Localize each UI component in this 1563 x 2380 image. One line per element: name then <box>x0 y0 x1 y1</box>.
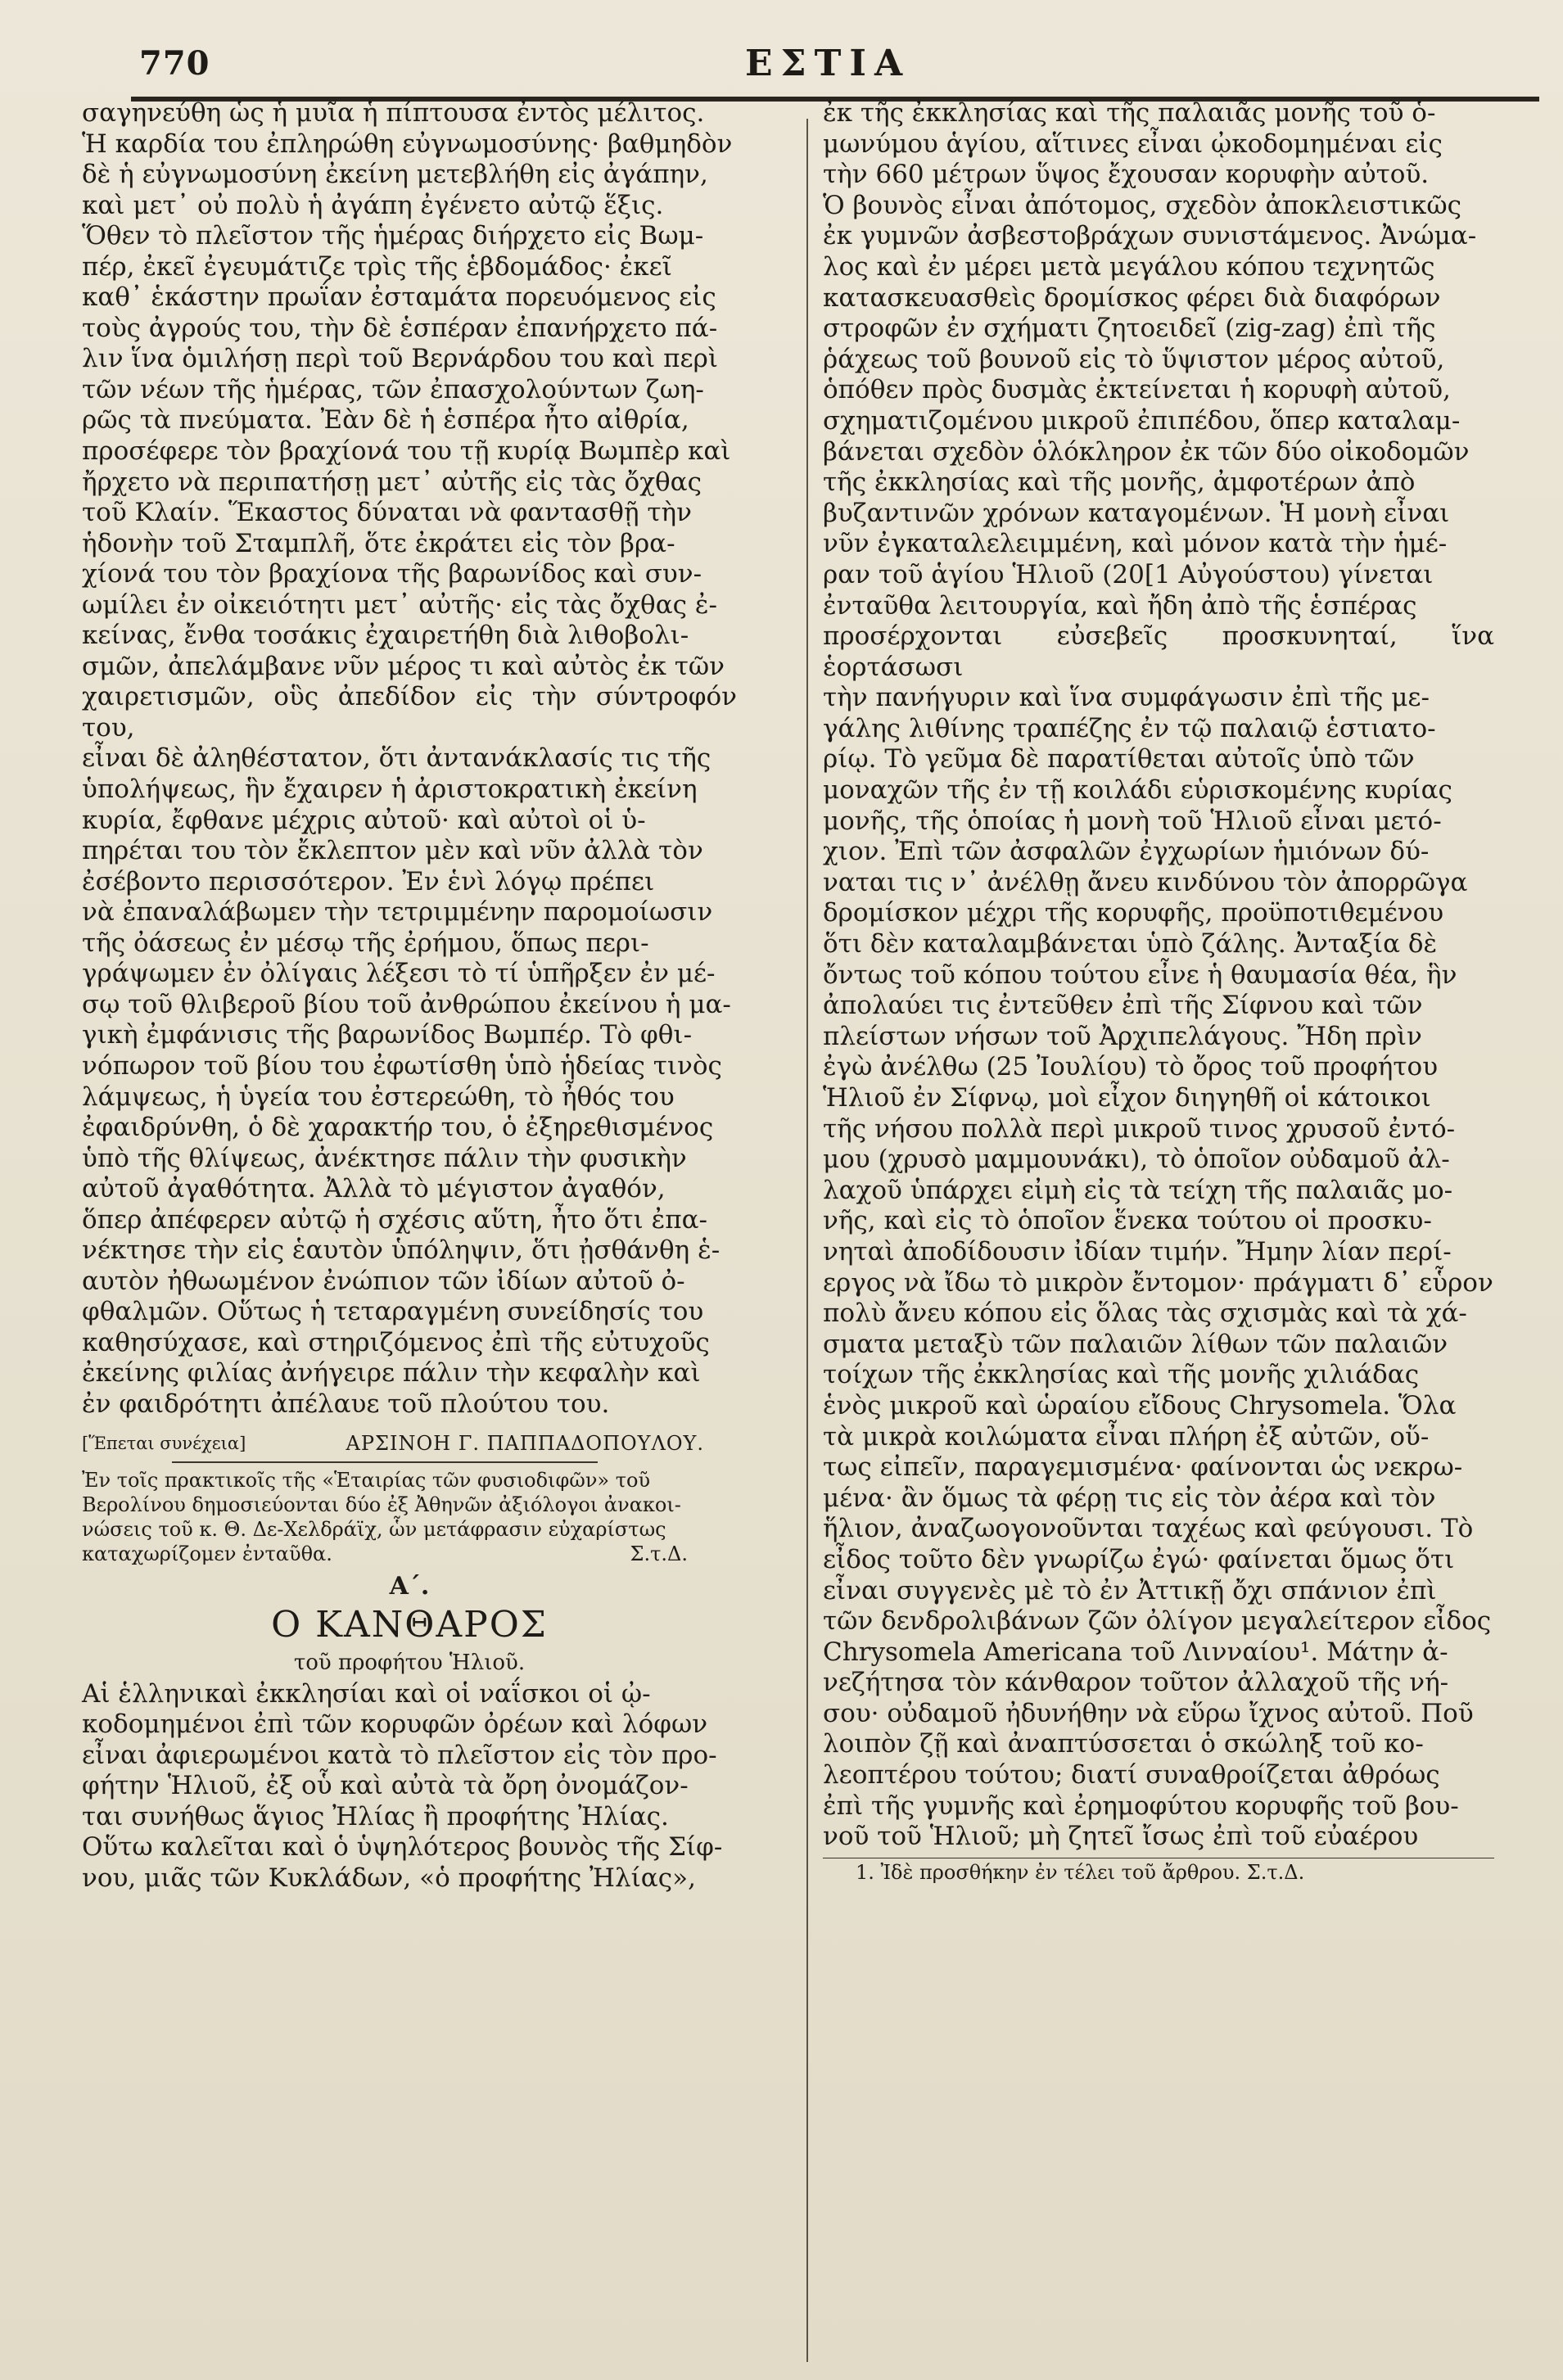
text-line: δὲ ἡ εὐγνωμοσύνη ἐκείνη μετεβλήθη εἰς ἀγάπην, <box>82 160 708 190</box>
text-line: κοδομημένοι ἐπὶ τῶν κορυφῶν ὀρέων καὶ λόφων <box>82 1709 708 1740</box>
text-line: σῳ τοῦ θλιβεροῦ βίου τοῦ ἀνθρώπου ἐκείνου ἡ μα- <box>82 989 731 1019</box>
text-line: ραν τοῦ ἁγίου Ἡλιοῦ (20[1 Αὐγούστου) γίνεται <box>823 559 1434 589</box>
text-line: αυτὸν ἠθωωμένον ἐνώπιον τῶν ἰδίων αὐτοῦ ὀ- <box>82 1266 685 1296</box>
editor-note <box>82 1468 737 1566</box>
text-line: προσέφερε τὸν βραχίονά του τῇ κυρίᾳ Βωμπὲρ καὶ <box>82 436 731 467</box>
text-line: Αἱ ἑλληνικαὶ ἐκκλησίαι καὶ οἱ ναΐσκοι οἱ ᾠ- <box>82 1678 651 1709</box>
text-line: φήτην Ἡλιοῦ, ἐξ οὗ καὶ αὐτὰ τὰ ὄρη ὀνομάζον- <box>82 1771 689 1801</box>
text-line: κυρία, ἔφθανε μέχρις αὐτοῦ· καὶ αὐτοὶ οἱ ὑ- <box>82 805 646 835</box>
text-line: Ὅθεν τὸ πλεῖστον τῆς ἡμέρας διήρχετο εἰς Βωμ- <box>82 221 704 251</box>
text-line: λαχοῦ ὑπάρχει εἰμὴ εἰς τὰ τείχη τῆς παλαιᾶς μο- <box>823 1175 1453 1205</box>
text-line: νὰ ἐπαναλάβωμεν τὴν τετριμμένην παρομοίωσιν <box>82 897 713 928</box>
text-line: γράψωμεν ἐν ὀλίγαις λέξεσι τὸ τί ὑπῆρξεν ἐν μέ- <box>82 959 716 989</box>
page-number: 770 <box>139 44 210 83</box>
text-line: Ὁ βουνὸς εἶναι ἀπότομος, σχεδὸν ἀποκλειστικῶς <box>823 190 1462 220</box>
text-line: εἶναι ἀφιερωμένοι κατὰ τὸ πλεῖστον εἰς τὸν προ- <box>82 1740 717 1770</box>
text-line: τὴν 660 μέτρων ὕψος ἔχουσαν κορυφὴν αὐτοῦ. <box>823 160 1430 190</box>
text-line: τῆς ὀάσεως ἐν μέσῳ τῆς ἐρήμου, ὅπως περι- <box>82 928 649 958</box>
text-line: ὑπολήψεως, ἣν ἔχαιρεν ἡ ἀριστοκρατικὴ ἐκείνη <box>82 775 698 805</box>
text-line: χίονά του τὸν βραχίονα τῆς βαρωνίδος καὶ συν- <box>82 559 702 589</box>
text-line: μοναχῶν τῆς ἐν τῇ κοιλάδι εὑρισκομένης κυρίας <box>823 775 1452 806</box>
note-line: Ἐν τοῖς πρακτικοῖς τῆς «Ἑταιρίας τῶν φυσιοδιφῶν» τοῦ <box>82 1468 651 1492</box>
text-line: λος καὶ ἐν μέρει μετὰ μεγάλου κόπου τεχνητῶς <box>823 251 1435 282</box>
text-line: σχηματιζομένου μικροῦ ἐπιπέδου, ὅπερ καταλαμ- <box>823 405 1461 436</box>
page-header <box>139 39 1531 97</box>
text-line: τοίχων τῆς ἐκκλησίας καὶ τῆς μονῆς χιλιάδας <box>823 1360 1420 1390</box>
text-line: καθησύχασε, καὶ στηριζόμενος ἐπὶ τῆς εὐτυχοῦς <box>82 1327 710 1357</box>
story-signature-row <box>82 1429 737 1458</box>
note-line: καταχωρίζομεν ἐνταῦθα. <box>82 1542 332 1565</box>
text-line: ἐκείνης φιλίας ἀνήγειρε πάλιν τὴν κεφαλὴν καὶ <box>82 1358 701 1389</box>
text-line: τῆς νήσου πολλὰ περὶ μικροῦ τινος χρυσοῦ ἐντό- <box>823 1113 1456 1144</box>
text-line: πέρ, ἐκεῖ ἐγευμάτιζε τρὶς τῆς ἑβδομάδος· ἐκεῖ <box>82 251 672 282</box>
text-line: ἐκ τῆς ἐκκλησίας καὶ τῆς παλαιᾶς μονῆς τοῦ ὁ- <box>823 98 1436 128</box>
text-line: ὑπὸ τῆς θλίψεως, ἀνέκτησε πάλιν τὴν φυσικὴν <box>82 1143 687 1173</box>
text-line: φθαλμῶν. Οὕτως ἡ τεταραγμένη συνείδησίς του <box>82 1297 704 1327</box>
text-line: σου· οὐδαμοῦ ἠδυνήθην νὰ εὕρω ἴχνος αὐτοῦ. Ποῦ <box>823 1698 1474 1728</box>
text-line: νῦν ἐγκαταλελειμμένη, καὶ μόνον κατὰ τὴν ἡμέ- <box>823 529 1448 559</box>
text-line: νοῦ τοῦ Ἡλιοῦ; μὴ ζητεῖ ἴσως ἐπὶ τοῦ εὐαέρου <box>823 1822 1419 1852</box>
text-line: τως εἰπεῖν, παραγεμισμένα· φαίνονται ὡς νεκρω- <box>823 1452 1463 1483</box>
text-line: Ἡ καρδία του ἐπληρώθη εὐγνωμοσύνης· βαθμηδὸν <box>82 129 733 159</box>
text-line: ἐφαιδρύνθη, ὁ δὲ χαρακτήρ του, ὁ ἐξηρεθισμένος <box>82 1113 714 1143</box>
text-line: Οὕτω καλεῖται καὶ ὁ ὑψηλότερος βουνὸς τῆς Σίφ- <box>82 1832 723 1863</box>
article-title: Ο ΚΑΝΘΑΡΟΣ <box>271 1603 548 1646</box>
article-text-continued <box>823 98 1494 1853</box>
text-line: πλείστων νήσων τοῦ Ἀρχιπελάγους. Ἤδη πρὶν <box>823 1021 1422 1051</box>
text-line: ἑνὸς μικροῦ καὶ ὡραίου εἴδους Chrysomela. Ὅλα <box>823 1390 1457 1420</box>
text-line: ὁπόθεν πρὸς δυσμὰς ἐκτείνεται ἡ κορυφὴ αὐτοῦ, <box>823 375 1451 405</box>
text-line: ἀπολαύει τις ἐντεῦθεν ἐπὶ τῆς Σίφνου καὶ τῶν <box>823 991 1423 1021</box>
text-line: τῶν δενδρολιβάνων ζῶν ὀλίγον μεγαλείτερον εἶδος <box>823 1606 1492 1637</box>
text-line: ωμίλει ἐν οἰκειότητι μετ᾽ αὐτῆς· εἰς τὰς ὄχθας ἐ- <box>82 589 717 620</box>
text-line: γικὴ ἐμφάνισις τῆς βαρωνίδος Βωμπέρ. Τὸ φθι- <box>82 1020 693 1050</box>
text-line: ρίῳ. Τὸ γεῦμα δὲ παρατίθεται αὐτοῖς ὑπὸ τῶν <box>823 744 1415 775</box>
text-line: κατασκευασθεὶς δρομίσκος φέρει διὰ διαφόρων <box>823 282 1441 313</box>
left-column <box>82 98 737 1894</box>
text-line: ἤρχετο νὰ περιπατήσῃ μετ᾽ αὐτῆς εἰς τὰς ὄχθας <box>82 467 702 497</box>
text-line: ρῶς τὰ πνεύματα. Ἐὰν δὲ ἡ ἑσπέρα ἦτο αἰθρία, <box>82 405 689 436</box>
separator-rule <box>172 1461 598 1463</box>
text-line: πολὺ ἄνευ κόπου εἰς ὅλας τὰς σχισμὰς καὶ τὰ χά- <box>823 1298 1467 1329</box>
text-line: μονῆς, τῆς ὁποίας ἡ μονὴ τοῦ Ἡλιοῦ εἶναι μετό- <box>823 806 1442 836</box>
footnote: 1. Ἰδὲ προσθήκην ἐν τέλει τοῦ ἄρθρου. Σ.τ.Δ. <box>856 1860 1305 1884</box>
text-line: ῥάχεως τοῦ βουνοῦ εἰς τὸ ὕψιστον μέρος αὐτοῦ, <box>823 344 1445 374</box>
text-line: τῆς ἐκκλησίας καὶ τῆς μονῆς, ἀμφοτέρων ἀπὸ <box>823 467 1416 498</box>
text-line: στροφῶν ἐν σχήματι ζητοειδεῖ (zig-zag) ἐπὶ τῆς <box>823 314 1436 344</box>
text-line: σαγηνεύθη ὡς ἡ μυῖα ἡ πίπτουσα ἐντὸς μέλιτος. <box>82 98 705 128</box>
text-line: ὅπερ ἀπέφερεν αὐτῷ ἡ σχέσις αὕτη, ἦτο ὅτι ἐπα- <box>82 1204 708 1235</box>
continuation-note: [Ἕπεται συνέχεια] <box>82 1433 246 1453</box>
text-line: προσέρχονται εὐσεβεῖς προσκυνηταί, ἵνα ἑορτάσωσι <box>823 621 1494 682</box>
text-line: ἐσέβοντο περισσότερον. Ἐν ἑνὶ λόγῳ πρέπει <box>82 866 655 896</box>
text-line: βυζαντινῶν χρόνων καταγομένων. Ἡ μονὴ εἶναι <box>823 498 1450 528</box>
text-line: λιν ἵνα ὁμιλήσῃ περὶ τοῦ Βερνάρδου του καὶ περὶ <box>82 344 718 374</box>
text-line: ἡδονὴν τοῦ Σταμπλῆ, ὅτε ἐκράτει εἰς τὸν βρα- <box>82 528 675 558</box>
text-line: λοιπὸν ζῇ καὶ ἀναπτύσσεται ὁ σκώληξ τοῦ κο- <box>823 1729 1424 1759</box>
text-line: μωνύμου ἁγίου, αἵτινες εἶναι ᾠκοδομημέναι εἰς <box>823 129 1443 159</box>
section-number: Α´. <box>389 1571 430 1601</box>
text-line: βάνεται σχεδὸν ὁλόκληρον ἐκ τῶν δύο οἰκοδομῶν <box>823 436 1470 467</box>
text-line: δρομίσκον μέχρι τῆς κορυφῆς, προϋποτιθεμένου <box>823 898 1444 928</box>
text-line: νου, μιᾶς τῶν Κυκλάδων, «ὁ προφήτης Ἠλίας», <box>82 1863 696 1893</box>
text-line: ἥλιον, ἀναζωογονοῦνται ταχέως καὶ φεύγουσι. Τὸ <box>823 1514 1474 1544</box>
journal-title: ΕΣΤΙΑ <box>745 43 911 84</box>
text-line: Chrysomela Americana τοῦ Λινναίου¹. Μάτην ἀ- <box>823 1637 1448 1667</box>
text-line: μένα· ἂν ὅμως τὰ φέρῃ τις εἰς τὸν ἀέρα καὶ τὸν <box>823 1483 1436 1513</box>
text-line: χιον. Ἐπὶ τῶν ἀσφαλῶν ἐγχωρίων ἡμιόνων δύ- <box>823 837 1430 867</box>
text-line: ὅτι δὲν καταλαμβάνεται ὑπὸ ζάλης. Ἀνταξία δὲ <box>823 929 1438 960</box>
text-line: κείνας, ἔνθα τοσάκις ἐχαιρετήθη διὰ λιθοβολι- <box>82 621 689 651</box>
text-line: πηρέται του τὸν ἔκλεπτον μὲν καὶ νῦν ἀλλὰ τὸν <box>82 836 703 866</box>
article-subtitle: τοῦ προφήτου Ἡλιοῦ. <box>293 1650 526 1675</box>
text-line: αὐτοῦ ἀγαθότητα. Ἀλλὰ τὸ μέγιστον ἀγαθόν, <box>82 1174 666 1204</box>
text-line: ται συνήθως ἅγιος Ἠλίας ἢ προφήτης Ἠλίας. <box>82 1801 669 1831</box>
column-divider <box>806 119 808 2362</box>
text-line: τὴν πανήγυριν καὶ ἵνα συμφάγωσιν ἐπὶ τῆς με- <box>823 683 1430 713</box>
text-line: λάμψεως, ἡ ὑγεία του ἐστερεώθη, τὸ ἦθός του <box>82 1082 675 1112</box>
text-line: Ἡλιοῦ ἐν Σίφνῳ, μοὶ εἶχον διηγηθῆ οἱ κάτοικοι <box>823 1083 1431 1113</box>
article-text <box>82 1679 737 1895</box>
note-line: Βερολίνου δημοσιεύονται δύο ἐξ Ἀθηνῶν ἀξιόλογοι ἀνακοι- <box>82 1493 681 1516</box>
story-continuation <box>82 98 737 1420</box>
text-line: νέκτησε τὴν εἰς ἑαυτὸν ὑπόληψιν, ὅτι ᾐσθάνθη ἑ- <box>82 1235 721 1266</box>
story-author: ΑΡΣΙΝΟΗ Γ. ΠΑΠΠΑΔΟΠΟΥΛΟΥ. <box>346 1431 704 1455</box>
text-line: τοῦ Κλαίν. Ἕκαστος δύναται νὰ φαντασθῇ τὴν <box>82 498 692 528</box>
text-line: εργος νὰ ἴδω τὸ μικρὸν ἔντομον· πράγματι δ᾽ εὗρον <box>823 1267 1493 1298</box>
text-line: ἐγὼ ἀνέλθω (25 Ἰουλίου) τὸ ὄρος τοῦ προφήτου <box>823 1052 1439 1082</box>
text-line: τῶν νέων τῆς ἡμέρας, τῶν ἐπασχολούντων ζωη- <box>82 374 704 404</box>
right-column <box>823 98 1494 1886</box>
text-line: ἐπὶ τῆς γυμνῆς καὶ ἐρημοφύτου κορυφῆς τοῦ βου- <box>823 1791 1459 1821</box>
text-line: ἐνταῦθα λειτουργία, καὶ ἤδη ἀπὸ τῆς ἑσπέρας <box>823 590 1417 621</box>
text-line: σματα μεταξὺ τῶν παλαιῶν λίθων τῶν παλαιῶν <box>823 1329 1448 1359</box>
text-line: καθ᾽ ἑκάστην πρωΐαν ἐσταμάτα πορευόμενος εἰς <box>82 282 716 313</box>
note-line: νώσεις τοῦ κ. Θ. Δε-Χελδράϊχ, ὧν μετάφρασιν εὐχαρίστως <box>82 1517 666 1541</box>
text-line: εἶναι συγγενὲς μὲ τὸ ἐν Ἀττικῇ ὄχι σπάνιον ἐπὶ <box>823 1575 1437 1605</box>
text-line: λεοπτέρου τούτου; διατί συναθροίζεται ἀθρόως <box>823 1760 1440 1791</box>
text-line: τοὺς ἀγρούς του, τὴν δὲ ἑσπέραν ἐπανήρχετο πά- <box>82 313 718 343</box>
text-line: ἐν φαιδρότητι ἀπέλαυε τοῦ πλούτου του. <box>82 1389 610 1419</box>
text-line: μου (χρυσὸ μαμμουνάκι), τὸ ὁποῖον οὐδαμοῦ ἀλ- <box>823 1145 1450 1175</box>
text-line: γάλης λιθίνης τραπέζης ἐν τῷ παλαιῷ ἑστιατο- <box>823 713 1436 743</box>
text-line: εἶναι δὲ ἀληθέστατον, ὅτι ἀντανάκλασίς τις τῆς <box>82 743 711 774</box>
text-line: νόπωρον τοῦ βίου του ἐφωτίσθη ὑπὸ ἡδείας τινὸς <box>82 1050 722 1081</box>
text-line: νηταὶ ἀποδίδουσιν ἰδίαν τιμήν. Ἤμην λίαν περί- <box>823 1236 1452 1267</box>
text-line: σμῶν, ἀπελάμβανε νῦν μέρος τι καὶ αὐτὸς ἐκ τῶν <box>82 651 725 681</box>
text-line: τὰ μικρὰ κοιλώματα εἶναι πλήρη ἐξ αὐτῶν, οὕ- <box>823 1421 1430 1452</box>
text-line: νῆς, καὶ εἰς τὸ ὁποῖον ἕνεκα τούτου οἱ προσκυ- <box>823 1206 1432 1236</box>
text-line: εἶδος τοῦτο δὲν γνωρίζω ἐγώ· φαίνεται ὅμως ὅτι <box>823 1544 1455 1574</box>
text-line: ναται τις ν᾽ ἀνέλθῃ ἄνευ κινδύνου τὸν ἀπορρῶγα <box>823 867 1468 897</box>
text-line: καὶ μετ᾽ οὐ πολὺ ἡ ἀγάπη ἐγένετο αὐτῷ ἕξις. <box>82 190 664 220</box>
text-line: νεζήτησα τὸν κάνθαρον τοῦτον ἀλλαχοῦ τῆς νή- <box>823 1668 1449 1698</box>
editor-note-signature: Σ.τ.Δ. <box>630 1542 688 1565</box>
text-line: ἐκ γυμνῶν ἀσβεστοβράχων συνιστάμενος. Ἀνώμα- <box>823 221 1477 251</box>
text-line: χαιρετισμῶν, οὓς ἀπεδίδον εἰς τὴν σύντροφόν του, <box>82 682 737 743</box>
text-line: ὄντως τοῦ κόπου τούτου εἶνε ἡ θαυμασία θέα, ἣν <box>823 960 1457 990</box>
